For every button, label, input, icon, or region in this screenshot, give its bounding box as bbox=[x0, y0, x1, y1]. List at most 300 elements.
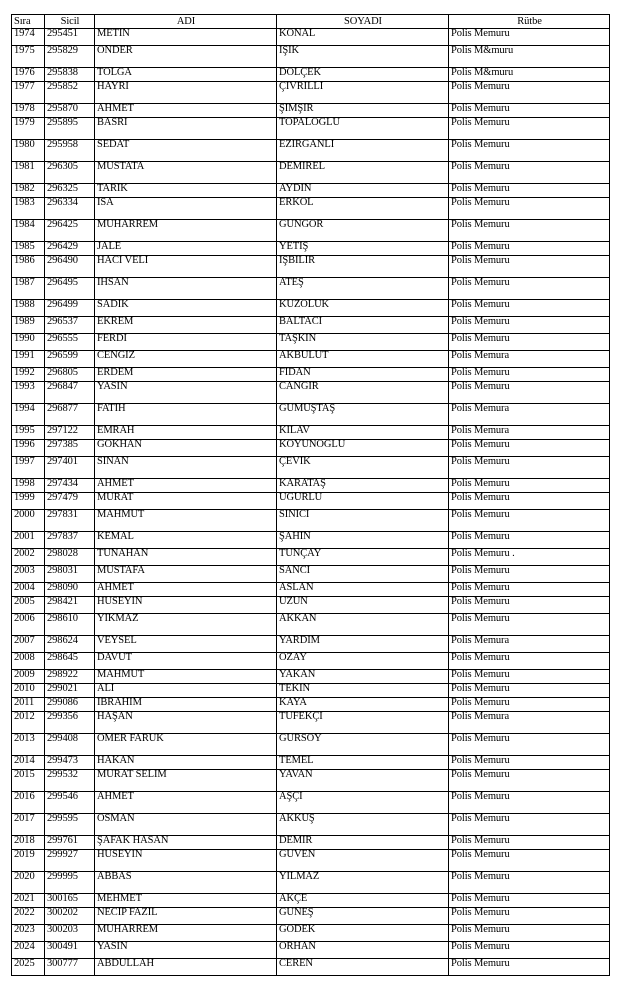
cell-sicil: 297434 bbox=[45, 479, 95, 493]
cell-adi: AHMET bbox=[95, 479, 277, 493]
table-row bbox=[12, 68, 610, 82]
cell-soyadi: AKKAN bbox=[277, 614, 449, 636]
cell-sicil: 296490 bbox=[45, 256, 95, 278]
cell-sicil: 299995 bbox=[45, 872, 95, 894]
cell-sira: 1976 bbox=[12, 68, 45, 82]
cell-rutbe: Polis Memuru bbox=[449, 242, 610, 256]
cell-soyadi: TAŞKIN bbox=[277, 334, 449, 351]
cell-sicil: 296877 bbox=[45, 404, 95, 426]
table-row bbox=[12, 792, 610, 814]
cell-rutbe: Polis Memuru bbox=[449, 756, 610, 770]
table-row bbox=[12, 82, 610, 104]
table-row bbox=[12, 317, 610, 334]
cell-soyadi: IŞIK bbox=[277, 46, 449, 68]
cell-sicil: 296305 bbox=[45, 162, 95, 184]
cell-sicil: 300165 bbox=[45, 894, 95, 908]
cell-sira: 2012 bbox=[12, 712, 45, 734]
table-row bbox=[12, 104, 610, 118]
cell-adi: CENGIZ bbox=[95, 351, 277, 368]
cell-sicil: 298624 bbox=[45, 636, 95, 653]
cell-adi: AHMET bbox=[95, 792, 277, 814]
cell-adi: MUHARREM bbox=[95, 220, 277, 242]
cell-adi: MUSTATA bbox=[95, 162, 277, 184]
cell-rutbe: Polis Memuru bbox=[449, 814, 610, 836]
table-row bbox=[12, 162, 610, 184]
cell-adi: TARIK bbox=[95, 184, 277, 198]
cell-soyadi: SINICI bbox=[277, 510, 449, 532]
table-row bbox=[12, 140, 610, 162]
cell-adi: ŞAFAK HASAN bbox=[95, 836, 277, 850]
cell-soyadi: DEMIR bbox=[277, 836, 449, 850]
cell-rutbe: Polis Memuru bbox=[449, 850, 610, 872]
cell-sira: 1992 bbox=[12, 368, 45, 382]
cell-sira: 2009 bbox=[12, 670, 45, 684]
cell-adi: ALI bbox=[95, 684, 277, 698]
table-row bbox=[12, 684, 610, 698]
cell-soyadi: YAKAN bbox=[277, 670, 449, 684]
cell-adi: YASIN bbox=[95, 942, 277, 959]
cell-sira: 2004 bbox=[12, 583, 45, 597]
table-row bbox=[12, 636, 610, 653]
cell-sira: 2023 bbox=[12, 925, 45, 942]
cell-sira: 2022 bbox=[12, 908, 45, 925]
cell-soyadi: KILAV bbox=[277, 426, 449, 440]
cell-rutbe: Polis Memuru bbox=[449, 532, 610, 549]
cell-rutbe: Polis Memuru bbox=[449, 792, 610, 814]
cell-sira: 2019 bbox=[12, 850, 45, 872]
cell-adi: EKREM bbox=[95, 317, 277, 334]
cell-soyadi: FIDAN bbox=[277, 368, 449, 382]
cell-adi: EMRAH bbox=[95, 426, 277, 440]
cell-sicil: 300777 bbox=[45, 959, 95, 976]
cell-rutbe: Polis Memura bbox=[449, 636, 610, 653]
column-header-sicil: Sicil bbox=[45, 15, 95, 29]
cell-adi: SINAN bbox=[95, 457, 277, 479]
table-row bbox=[12, 532, 610, 549]
cell-soyadi: KAYA bbox=[277, 698, 449, 712]
cell-soyadi: UZUN bbox=[277, 597, 449, 614]
cell-sicil: 296805 bbox=[45, 368, 95, 382]
table-row bbox=[12, 670, 610, 684]
table-row bbox=[12, 29, 610, 46]
cell-sicil: 296325 bbox=[45, 184, 95, 198]
cell-sicil: 295829 bbox=[45, 46, 95, 68]
table-row bbox=[12, 184, 610, 198]
table-row bbox=[12, 894, 610, 908]
cell-adi: DAVUT bbox=[95, 653, 277, 670]
cell-soyadi: ŞIMŞIR bbox=[277, 104, 449, 118]
cell-adi: HACI VELI bbox=[95, 256, 277, 278]
cell-sira: 2021 bbox=[12, 894, 45, 908]
cell-rutbe: Polis Memuru bbox=[449, 493, 610, 510]
cell-adi: MURAT bbox=[95, 493, 277, 510]
cell-rutbe: Polis Memuru bbox=[449, 162, 610, 184]
cell-rutbe: Polis Memuru bbox=[449, 959, 610, 976]
cell-soyadi: AKKUŞ bbox=[277, 814, 449, 836]
cell-sira: 1991 bbox=[12, 351, 45, 368]
cell-rutbe: Polis Memuru bbox=[449, 836, 610, 850]
cell-sicil: 300203 bbox=[45, 925, 95, 942]
cell-adi: MEHMET bbox=[95, 894, 277, 908]
cell-soyadi: TEKIN bbox=[277, 684, 449, 698]
cell-soyadi: AŞÇI bbox=[277, 792, 449, 814]
cell-adi: NECIP FAZIL bbox=[95, 908, 277, 925]
cell-sira: 2016 bbox=[12, 792, 45, 814]
cell-soyadi: GUVEN bbox=[277, 850, 449, 872]
cell-sicil: 298028 bbox=[45, 549, 95, 566]
table-row bbox=[12, 850, 610, 872]
table-row bbox=[12, 549, 610, 566]
table-row bbox=[12, 118, 610, 140]
cell-adi: HAKAN bbox=[95, 756, 277, 770]
cell-soyadi: ASLAN bbox=[277, 583, 449, 597]
cell-rutbe: Polis Memuru bbox=[449, 942, 610, 959]
table-row bbox=[12, 46, 610, 68]
cell-sira: 1993 bbox=[12, 382, 45, 404]
cell-sicil: 295870 bbox=[45, 104, 95, 118]
cell-adi: MAHMUT bbox=[95, 510, 277, 532]
table-row bbox=[12, 770, 610, 792]
cell-adi: FATIH bbox=[95, 404, 277, 426]
cell-sira: 1982 bbox=[12, 184, 45, 198]
cell-sicil: 296537 bbox=[45, 317, 95, 334]
cell-soyadi: GUNGOR bbox=[277, 220, 449, 242]
cell-sicil: 296555 bbox=[45, 334, 95, 351]
cell-sira: 1975 bbox=[12, 46, 45, 68]
personnel-roster-table bbox=[11, 14, 610, 976]
cell-sira: 1979 bbox=[12, 118, 45, 140]
cell-sira: 1977 bbox=[12, 82, 45, 104]
cell-sicil: 296499 bbox=[45, 300, 95, 317]
cell-adi: MUSTAFA bbox=[95, 566, 277, 583]
cell-sicil: 295852 bbox=[45, 82, 95, 104]
table-row bbox=[12, 908, 610, 925]
cell-sira: 1995 bbox=[12, 426, 45, 440]
cell-sira: 1994 bbox=[12, 404, 45, 426]
cell-sicil: 299532 bbox=[45, 770, 95, 792]
cell-sicil: 297385 bbox=[45, 440, 95, 457]
cell-sicil: 300491 bbox=[45, 942, 95, 959]
cell-sira: 2015 bbox=[12, 770, 45, 792]
cell-sira: 2025 bbox=[12, 959, 45, 976]
table-row bbox=[12, 925, 610, 942]
cell-sicil: 299595 bbox=[45, 814, 95, 836]
table-row bbox=[12, 653, 610, 670]
cell-soyadi: GUNEŞ bbox=[277, 908, 449, 925]
cell-sicil: 299356 bbox=[45, 712, 95, 734]
cell-rutbe: Polis Memura bbox=[449, 426, 610, 440]
cell-sira: 1999 bbox=[12, 493, 45, 510]
cell-sicil: 298421 bbox=[45, 597, 95, 614]
cell-adi: JALE bbox=[95, 242, 277, 256]
cell-soyadi: YILMAZ bbox=[277, 872, 449, 894]
cell-adi: GOKHAN bbox=[95, 440, 277, 457]
column-header-rutbe: Rütbe bbox=[449, 15, 610, 29]
cell-rutbe: Polis Memuru bbox=[449, 256, 610, 278]
cell-soyadi: ORHAN bbox=[277, 942, 449, 959]
cell-soyadi: GUMUŞTAŞ bbox=[277, 404, 449, 426]
cell-soyadi: CEREN bbox=[277, 959, 449, 976]
cell-sicil: 295451 bbox=[45, 29, 95, 46]
cell-sicil: 299086 bbox=[45, 698, 95, 712]
cell-rutbe: Polis Memura bbox=[449, 404, 610, 426]
cell-adi: TOLGA bbox=[95, 68, 277, 82]
cell-rutbe: Polis Memuru bbox=[449, 140, 610, 162]
cell-soyadi: TUNÇAY bbox=[277, 549, 449, 566]
cell-rutbe: Polis Memuru bbox=[449, 29, 610, 46]
table-row bbox=[12, 382, 610, 404]
table-row bbox=[12, 479, 610, 493]
cell-rutbe: Polis Memuru bbox=[449, 118, 610, 140]
table-row bbox=[12, 712, 610, 734]
cell-sicil: 296425 bbox=[45, 220, 95, 242]
table-row bbox=[12, 814, 610, 836]
table-row bbox=[12, 198, 610, 220]
cell-adi: MAHMUT bbox=[95, 670, 277, 684]
column-header-adi: ADI bbox=[95, 15, 277, 29]
cell-sicil: 298031 bbox=[45, 566, 95, 583]
column-header-soyadi: SOYADI bbox=[277, 15, 449, 29]
cell-sira: 2002 bbox=[12, 549, 45, 566]
cell-sira: 2013 bbox=[12, 734, 45, 756]
cell-rutbe: Polis Memuru . bbox=[449, 549, 610, 566]
cell-rutbe: Polis Memura bbox=[449, 351, 610, 368]
cell-soyadi: ATEŞ bbox=[277, 278, 449, 300]
cell-adi: AHMET bbox=[95, 104, 277, 118]
cell-adi: IBRAHIM bbox=[95, 698, 277, 712]
cell-adi: YIKMAZ bbox=[95, 614, 277, 636]
cell-sira: 1987 bbox=[12, 278, 45, 300]
cell-soyadi: DOLÇEK bbox=[277, 68, 449, 82]
table-row bbox=[12, 493, 610, 510]
cell-sicil: 295895 bbox=[45, 118, 95, 140]
cell-rutbe: Polis Memuru bbox=[449, 440, 610, 457]
cell-adi: ABBAS bbox=[95, 872, 277, 894]
cell-soyadi: GODEK bbox=[277, 925, 449, 942]
cell-sira: 2003 bbox=[12, 566, 45, 583]
cell-adi: YASIN bbox=[95, 382, 277, 404]
cell-adi: SADIK bbox=[95, 300, 277, 317]
cell-sicil: 296495 bbox=[45, 278, 95, 300]
cell-rutbe: Polis Memuru bbox=[449, 872, 610, 894]
cell-sicil: 299408 bbox=[45, 734, 95, 756]
cell-rutbe: Polis Memuru bbox=[449, 770, 610, 792]
table-row bbox=[12, 597, 610, 614]
cell-sira: 1980 bbox=[12, 140, 45, 162]
cell-sira: 1989 bbox=[12, 317, 45, 334]
cell-adi: HUSEYIN bbox=[95, 850, 277, 872]
cell-rutbe: Polis Memuru bbox=[449, 684, 610, 698]
cell-sira: 1988 bbox=[12, 300, 45, 317]
cell-rutbe: Polis Memuru bbox=[449, 670, 610, 684]
cell-sicil: 295838 bbox=[45, 68, 95, 82]
cell-rutbe: Polis M&muru bbox=[449, 68, 610, 82]
table-row bbox=[12, 614, 610, 636]
table-row bbox=[12, 242, 610, 256]
cell-rutbe: Polis Memuru bbox=[449, 698, 610, 712]
cell-adi: ERDEM bbox=[95, 368, 277, 382]
cell-sira: 1997 bbox=[12, 457, 45, 479]
cell-adi: METIN bbox=[95, 29, 277, 46]
table-row bbox=[12, 334, 610, 351]
cell-soyadi: ERKOL bbox=[277, 198, 449, 220]
cell-sira: 2018 bbox=[12, 836, 45, 850]
table-row bbox=[12, 959, 610, 976]
cell-adi: OMER FARUK bbox=[95, 734, 277, 756]
cell-adi: HUSEYIN bbox=[95, 597, 277, 614]
cell-rutbe: Polis M&muru bbox=[449, 46, 610, 68]
table-body bbox=[12, 29, 610, 976]
cell-sicil: 296847 bbox=[45, 382, 95, 404]
cell-sicil: 299546 bbox=[45, 792, 95, 814]
cell-sicil: 299927 bbox=[45, 850, 95, 872]
cell-sira: 1985 bbox=[12, 242, 45, 256]
cell-sira: 2008 bbox=[12, 653, 45, 670]
cell-soyadi: ÇEVIK bbox=[277, 457, 449, 479]
cell-rutbe: Polis Memuru bbox=[449, 220, 610, 242]
cell-sira: 2014 bbox=[12, 756, 45, 770]
cell-adi: BASRI bbox=[95, 118, 277, 140]
cell-rutbe: Polis Memuru bbox=[449, 368, 610, 382]
cell-adi: ONDER bbox=[95, 46, 277, 68]
cell-adi: VEYSEL bbox=[95, 636, 277, 653]
cell-sicil: 299473 bbox=[45, 756, 95, 770]
cell-sira: 2007 bbox=[12, 636, 45, 653]
cell-sicil: 296334 bbox=[45, 198, 95, 220]
cell-rutbe: Polis Memuru bbox=[449, 614, 610, 636]
cell-sira: 1981 bbox=[12, 162, 45, 184]
cell-sicil: 296599 bbox=[45, 351, 95, 368]
cell-sira: 1974 bbox=[12, 29, 45, 46]
cell-sira: 2005 bbox=[12, 597, 45, 614]
table-row bbox=[12, 278, 610, 300]
cell-soyadi: AYDIN bbox=[277, 184, 449, 198]
cell-soyadi: DEMIREL bbox=[277, 162, 449, 184]
cell-rutbe: Polis Memura bbox=[449, 712, 610, 734]
table-row bbox=[12, 300, 610, 317]
table-row bbox=[12, 942, 610, 959]
cell-sicil: 297401 bbox=[45, 457, 95, 479]
cell-sira: 2011 bbox=[12, 698, 45, 712]
cell-adi: MUHARREM bbox=[95, 925, 277, 942]
cell-adi: AHMET bbox=[95, 583, 277, 597]
cell-soyadi: TOPALOGLU bbox=[277, 118, 449, 140]
cell-sira: 2017 bbox=[12, 814, 45, 836]
cell-rutbe: Polis Memuru bbox=[449, 457, 610, 479]
cell-adi: HAŞAN bbox=[95, 712, 277, 734]
cell-soyadi: YETIŞ bbox=[277, 242, 449, 256]
cell-soyadi: CANGIR bbox=[277, 382, 449, 404]
cell-sicil: 300202 bbox=[45, 908, 95, 925]
cell-sira: 2006 bbox=[12, 614, 45, 636]
cell-rutbe: Polis Memuru bbox=[449, 334, 610, 351]
cell-sicil: 298090 bbox=[45, 583, 95, 597]
table-row bbox=[12, 836, 610, 850]
table-row bbox=[12, 368, 610, 382]
cell-sira: 1978 bbox=[12, 104, 45, 118]
table-header-row bbox=[12, 15, 610, 29]
cell-sicil: 297831 bbox=[45, 510, 95, 532]
cell-rutbe: Polis Memuru bbox=[449, 184, 610, 198]
cell-sira: 2024 bbox=[12, 942, 45, 959]
cell-sicil: 295958 bbox=[45, 140, 95, 162]
cell-adi: SEDAT bbox=[95, 140, 277, 162]
cell-sicil: 299761 bbox=[45, 836, 95, 850]
cell-sira: 1984 bbox=[12, 220, 45, 242]
cell-rutbe: Polis Memuru bbox=[449, 925, 610, 942]
cell-adi: ISA bbox=[95, 198, 277, 220]
cell-sira: 1990 bbox=[12, 334, 45, 351]
cell-soyadi: ÇIVRILLI bbox=[277, 82, 449, 104]
cell-soyadi: YAVAN bbox=[277, 770, 449, 792]
table-row bbox=[12, 698, 610, 712]
cell-rutbe: Polis Memuru bbox=[449, 510, 610, 532]
table-row bbox=[12, 734, 610, 756]
cell-sicil: 297479 bbox=[45, 493, 95, 510]
table-row bbox=[12, 426, 610, 440]
cell-soyadi: YARDIM bbox=[277, 636, 449, 653]
table-row bbox=[12, 351, 610, 368]
cell-rutbe: Polis Memuru bbox=[449, 479, 610, 493]
cell-rutbe: Polis Memuru bbox=[449, 82, 610, 104]
table-row bbox=[12, 510, 610, 532]
cell-rutbe: Polis Memuru bbox=[449, 382, 610, 404]
cell-soyadi: SANCI bbox=[277, 566, 449, 583]
cell-sira: 1983 bbox=[12, 198, 45, 220]
table-row bbox=[12, 756, 610, 770]
table-row bbox=[12, 220, 610, 242]
cell-sicil: 297122 bbox=[45, 426, 95, 440]
cell-sicil: 298610 bbox=[45, 614, 95, 636]
table-row bbox=[12, 256, 610, 278]
cell-soyadi: EZIRGANLI bbox=[277, 140, 449, 162]
cell-adi: ABDULLAH bbox=[95, 959, 277, 976]
cell-adi: FERDI bbox=[95, 334, 277, 351]
cell-sicil: 298645 bbox=[45, 653, 95, 670]
cell-rutbe: Polis Memuru bbox=[449, 597, 610, 614]
table-header bbox=[12, 15, 610, 29]
cell-rutbe: Polis Memuru bbox=[449, 908, 610, 925]
cell-sira: 2000 bbox=[12, 510, 45, 532]
cell-soyadi: KONAL bbox=[277, 29, 449, 46]
cell-adi: HAYRI bbox=[95, 82, 277, 104]
cell-sira: 1986 bbox=[12, 256, 45, 278]
cell-adi: KEMAL bbox=[95, 532, 277, 549]
cell-soyadi: OZAY bbox=[277, 653, 449, 670]
table-row bbox=[12, 872, 610, 894]
table-row bbox=[12, 583, 610, 597]
cell-sicil: 296429 bbox=[45, 242, 95, 256]
cell-soyadi: IŞBILIR bbox=[277, 256, 449, 278]
cell-rutbe: Polis Memuru bbox=[449, 734, 610, 756]
cell-adi: MURAT SELIM bbox=[95, 770, 277, 792]
cell-soyadi: KOYUNOGLU bbox=[277, 440, 449, 457]
cell-sira: 2020 bbox=[12, 872, 45, 894]
cell-sira: 2001 bbox=[12, 532, 45, 549]
column-header-sira: Sıra bbox=[12, 15, 45, 29]
cell-sicil: 297837 bbox=[45, 532, 95, 549]
cell-rutbe: Polis Memuru bbox=[449, 317, 610, 334]
cell-rutbe: Polis Memuru bbox=[449, 566, 610, 583]
table-row bbox=[12, 404, 610, 426]
cell-sicil: 299021 bbox=[45, 684, 95, 698]
cell-soyadi: ŞAHIN bbox=[277, 532, 449, 549]
cell-soyadi: KARATAŞ bbox=[277, 479, 449, 493]
cell-soyadi: UGURLU bbox=[277, 493, 449, 510]
table-row bbox=[12, 440, 610, 457]
cell-rutbe: Polis Memuru bbox=[449, 198, 610, 220]
cell-soyadi: AKBULUT bbox=[277, 351, 449, 368]
